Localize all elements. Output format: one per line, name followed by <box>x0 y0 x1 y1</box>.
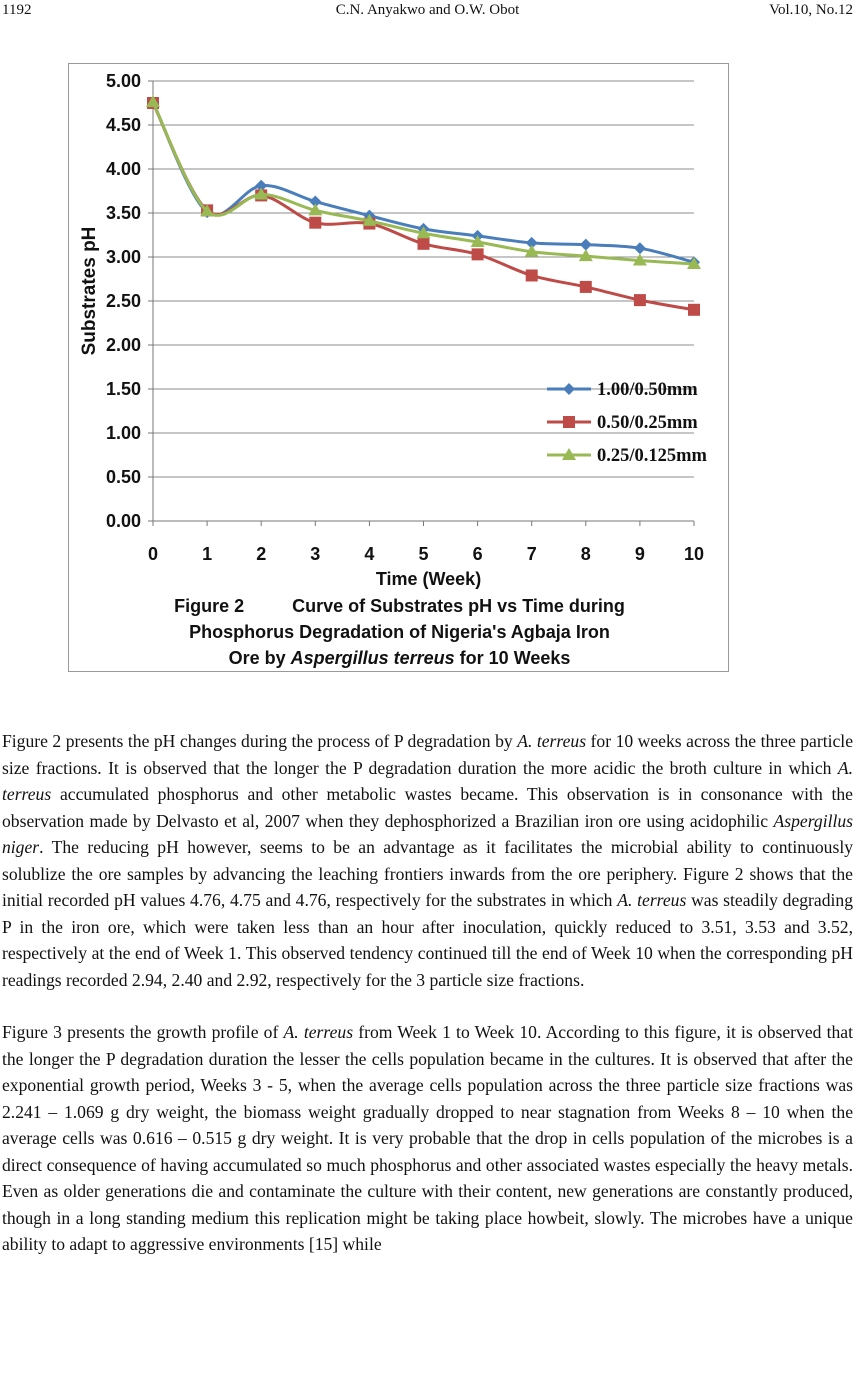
page-number: 1192 <box>2 2 32 18</box>
species-name: Aspergillus niger <box>2 810 853 857</box>
x-tick-label: 10 <box>683 544 705 564</box>
data-point <box>472 248 484 260</box>
figure-2 <box>68 63 729 672</box>
data-point <box>580 239 592 251</box>
y-tick-label: 0.00 <box>105 511 141 531</box>
legend-marker-2 <box>563 416 575 428</box>
y-tick-label: 4.00 <box>105 159 141 179</box>
species-name: A. terreus <box>617 890 687 910</box>
text-run: Figure 3 presents the growth profile of <box>2 1022 284 1042</box>
figure-caption-line-3: Ore by Aspergillus terreus for 10 Weeks <box>228 648 571 668</box>
data-point <box>634 242 646 254</box>
figure-caption-title: Curve of Substrates pH vs Time during <box>292 596 625 616</box>
paragraph-2 <box>2 1019 853 1258</box>
y-tick-label: 2.00 <box>105 335 141 355</box>
text-run: accumulated phosphorus and other metabolic wastes became. This observation is in consonance with the observation made by Delvasto et al, 2007 when they dephosphorized a Brazilian iron ore using acidophilic <box>2 784 853 831</box>
header-volume: Vol.10, No.12 <box>769 2 853 18</box>
x-tick-label: 1 <box>202 544 213 564</box>
x-tick-label: 9 <box>634 544 645 564</box>
x-tick-label: 7 <box>526 544 537 564</box>
legend-label: 1.00/0.50mm <box>597 380 698 400</box>
x-tick-label: 8 <box>580 544 591 564</box>
x-tick-label: 4 <box>364 544 375 564</box>
y-tick-label: 3.50 <box>105 203 141 223</box>
y-tick-label: 0.50 <box>105 467 141 487</box>
species-name: A. terreus <box>517 731 587 751</box>
x-tick-label: 2 <box>256 544 267 564</box>
figure-caption-line-1 <box>69 596 730 617</box>
legend-label: 0.50/0.25mm <box>597 413 698 433</box>
y-tick-label: 1.00 <box>105 423 141 443</box>
x-axis-title: Time (Week) <box>375 569 482 589</box>
data-point <box>526 269 538 281</box>
text-run: . The reducing pH however, seems to be an advantage as it facilitates the microbial ability to continuously solublize the ore samples by advancing the leaching frontiers inwards from the ore periphery. Figure 2 shows that the initial recorded pH values 4.76, 4.75 and 4.76, respectively for the substrates in which <box>2 837 853 910</box>
y-tick-label: 4.50 <box>105 115 141 135</box>
data-point <box>418 238 430 250</box>
species-name: Aspergillus terreus <box>290 648 455 668</box>
text-run: was steadily degrading P in the iron ore, which were taken less than an hour after inoculation, quickly reduced to 3.51, 3.53 and 3.52, respectively at the end of Week 1. This observed tendency continued till the end of Week 10 when the corresponding pH readings recorded 2.94, 2.40 and 2.92, respectively for the 3 particle size fractions. <box>2 890 854 990</box>
data-point <box>309 217 321 229</box>
legend-label: 0.25/0.125mm <box>597 446 707 466</box>
header-authors: C.N. Anyakwo and O.W. Obot <box>335 2 520 18</box>
species-name: A. terreus <box>283 1022 354 1042</box>
x-tick-label: 5 <box>418 544 429 564</box>
x-tick-label: 0 <box>147 544 159 564</box>
y-axis-title: Substrates pH <box>79 226 100 356</box>
text-run: from Week 1 to Week 10. According to this figure, it is observed that the longer the P degradation duration the lesser the cells population became in the cultures. It is observed that after the exponential growth period, Weeks 3 - 5, when the average cells population across the three particle size fractions was 2.241 – 1.069 g dry weight, the biomass weight gradually dropped to near stagnation from Weeks 8 – 10 when the average cells was 0.616 – 0.515 g dry weight. It is very probable that the drop in cells population of the microbes is a direct consequence of having accumulated so much phosphorus and other associated wastes especially the heavy metals. Even as older generations die and contaminate the culture with their content, new generations are constantly produced, though in a long standing medium this replication might be taking place howbeit, slowly. The microbes have a unique ability to adapt to aggressive environments [15] while <box>2 1022 854 1254</box>
legend-marker-1 <box>563 383 575 395</box>
data-point <box>688 304 700 316</box>
text-run: Figure 2 presents the pH changes during the process of P degradation by <box>2 731 518 751</box>
y-tick-label: 1.50 <box>105 379 141 399</box>
paragraph-1 <box>2 728 853 993</box>
data-point <box>580 281 592 293</box>
y-tick-label: 3.00 <box>105 247 141 267</box>
y-tick-label: 5.00 <box>105 71 141 91</box>
text-run: for 10 weeks across the three particle size fractions. It is observed that the longer the P degradation duration the more acidic the broth culture in which <box>2 731 854 778</box>
ph-line-chart <box>69 64 730 594</box>
running-header <box>0 0 855 24</box>
data-point <box>634 294 646 306</box>
series-line-2 <box>153 103 694 310</box>
x-tick-label: 3 <box>310 544 321 564</box>
figure-caption-line-2: Phosphorus Degradation of Nigeria's Agbaja Iron <box>189 622 610 642</box>
figure-label: Figure 2 <box>174 596 245 616</box>
y-tick-label: 2.50 <box>105 291 141 311</box>
species-name: A. terreus <box>2 757 853 804</box>
x-tick-label: 6 <box>472 544 483 564</box>
